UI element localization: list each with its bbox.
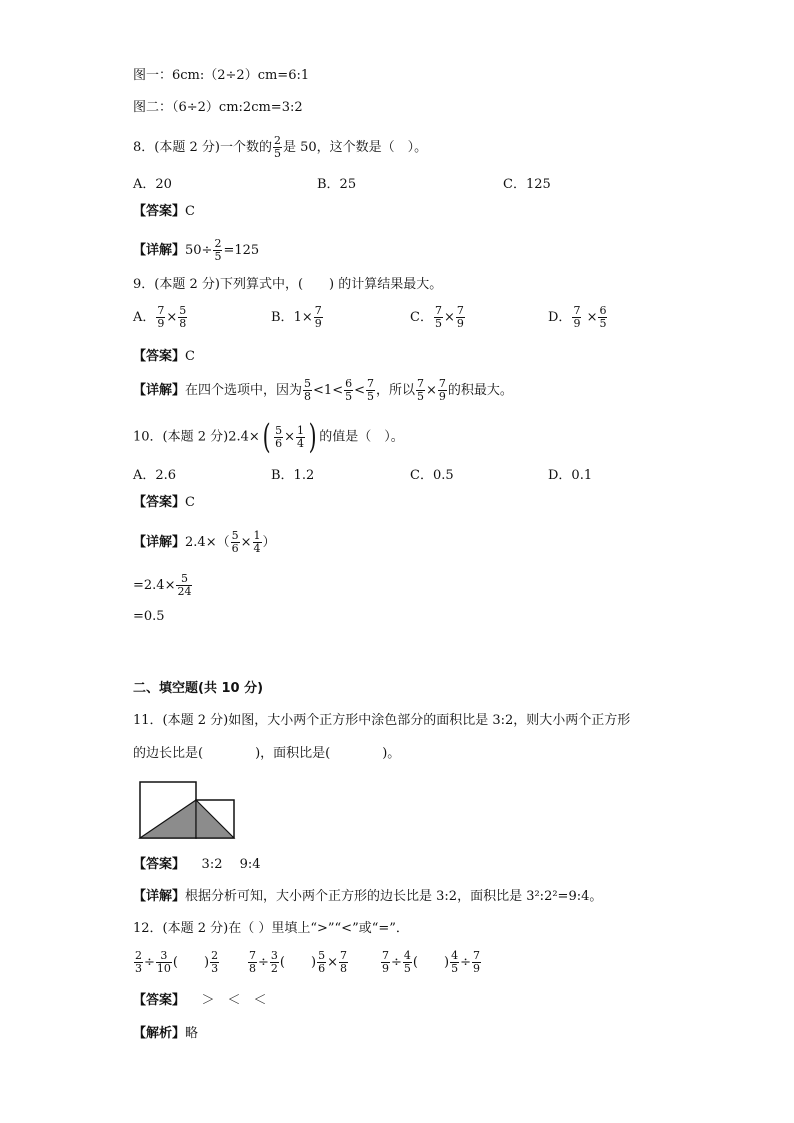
q8-answer: 【答案】C xyxy=(133,204,195,219)
q8-question: 8．(本题 2 分)一个数的 $\frac{2}{5}$ 是 50，这个数是（ ）。 xyxy=(133,134,428,160)
q11-line1: 11．(本题 2 分)如图，大小两个正方形中涂色部分的面积比是 3:2，则大小两个正方形 xyxy=(133,713,631,728)
q8-option-b: B．25 xyxy=(317,177,357,192)
q9-option-d: D． $\frac{7}{9}$ × $\frac{6}{5}$ xyxy=(548,304,607,330)
squares-figure xyxy=(138,780,238,840)
q9-detail: 【详解】在四个选项中，因为 $\frac{5}{8}$ <1< $\frac{6}{5}$ < $\frac{7}{5}$ ，所以 $\frac{7}{5}$ × $\frac{7}{9}$ 的积最大。 xyxy=(133,377,513,403)
q9-option-c: C． $\frac{7}{5}$ × $\frac{7}{9}$ xyxy=(410,304,464,330)
q10-option-c: C．0.5 xyxy=(410,468,454,483)
q10-question: 10．(本题 2 分)2.4×( $\frac{5}{6}$ × $\frac{1}{4}$ ) 的值是（ ）。 xyxy=(133,417,404,457)
fig2-line: 图二：（6÷2）cm:2cm=3:2 xyxy=(133,100,303,115)
fraction: $\frac{2}{5}$ xyxy=(273,134,281,160)
q12-item-3: $\frac{7}{9}$ ÷ $\frac{4}{5}$ ( ) $\frac{4}{5}$ ÷ $\frac{7}{9}$ xyxy=(382,949,480,975)
q12-question: 12．(本题 2 分)在（ ）里填上“>”“<”或“=”． xyxy=(133,921,409,936)
q12-answer: 【答案】 ＞ ＜ ＜ xyxy=(133,993,267,1008)
fraction: $\frac{2}{5}$ xyxy=(214,237,222,263)
q10-option-a: A．2.6 xyxy=(133,468,177,483)
q10-step3: =0.5 xyxy=(133,609,165,624)
q8-option-a: A．20 xyxy=(133,177,172,192)
q9-option-a: A． $\frac{7}{9}$ × $\frac{5}{8}$ xyxy=(133,304,187,330)
q9-answer: 【答案】C xyxy=(133,349,195,364)
q12-item-2: $\frac{7}{8}$ ÷ $\frac{3}{2}$ ( ) $\frac{5}{6}$ × $\frac{7}{8}$ xyxy=(249,949,347,975)
q9-question: 9．(本题 2 分)下列算式中，( ) 的计算结果最大。 xyxy=(133,277,443,292)
q10-answer: 【答案】C xyxy=(133,495,195,510)
q10-option-d: D．0.1 xyxy=(548,468,593,483)
section-title: 二、填空题(共 10 分) xyxy=(133,681,264,696)
q11-line2: 的边长比是( )，面积比是( )。 xyxy=(133,746,401,761)
q10-option-b: B．1.2 xyxy=(271,468,315,483)
q12-analysis: 【解析】略 xyxy=(133,1026,199,1041)
q11-answer: 【答案】 3:2 9:4 xyxy=(133,857,261,872)
fig1-line: 图一：6cm:（2÷2）cm=6:1 xyxy=(133,68,310,83)
q10-detail: 【详解】2.4×（ $\frac{5}{6}$ × $\frac{1}{4}$ ） xyxy=(133,529,276,555)
q11-detail: 【详解】根据分析可知，大小两个正方形的边长比是 3:2，面积比是 3²:2²=9:4。 xyxy=(133,889,603,904)
q10-step2: =2.4× $\frac{5}{24}$ xyxy=(133,572,192,598)
q8-option-c: C．125 xyxy=(503,177,551,192)
q9-option-b: B．1× $\frac{7}{9}$ xyxy=(271,304,322,330)
q12-item-1: $\frac{2}{3}$ ÷ $\frac{3}{10}$ ( ) $\frac{2}{3}$ xyxy=(135,949,219,975)
q8-detail: 【详解】50÷ $\frac{2}{5}$ =125 xyxy=(133,237,260,263)
